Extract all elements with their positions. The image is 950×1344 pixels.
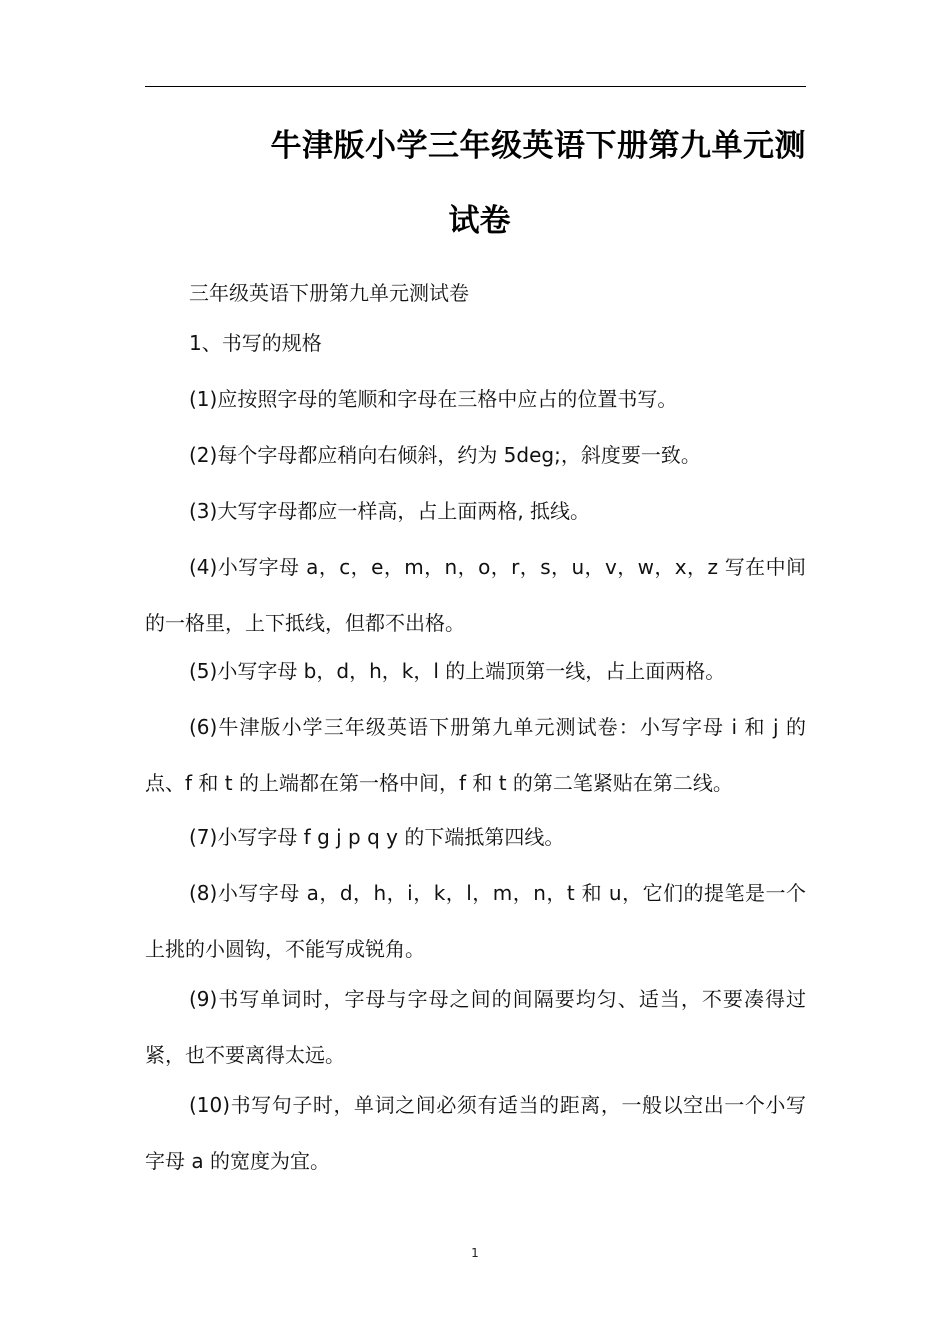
list-item	[145, 699, 806, 811]
header-rule	[145, 86, 806, 87]
item-text-9: (9)书写单词时，字母与字母之间的间隔要均匀、适当，不要凑得过紧，也不要离得太远。	[145, 987, 806, 1067]
page-number: 1	[471, 1246, 479, 1260]
item-text-5: (5)小写字母 b，d，h，k，l 的上端顶第一线，占上面两格。	[189, 659, 726, 683]
document-title-line-2: 试卷	[448, 203, 511, 239]
list-item	[145, 427, 806, 483]
subtitle-text: 三年级英语下册第九单元测试卷	[189, 281, 469, 305]
list-item	[145, 809, 806, 865]
list-item	[145, 971, 806, 1083]
list-item	[145, 483, 806, 539]
item-text-10: (10)书写句子时，单词之间必须有适当的距离，一般以空出一个小写字母 a 的宽度为宜。	[145, 1093, 806, 1173]
section-heading-paragraph	[145, 315, 806, 371]
item-text-7: (7)小写字母 f g j p q y 的下端抵第四线。	[189, 825, 565, 849]
item-text-2: (2)每个字母都应稍向右倾斜，约为 5deg;，斜度要一致。	[189, 443, 701, 467]
list-item	[145, 539, 806, 651]
item-text-3: (3)大写字母都应一样高，占上面两格, 抵线。	[189, 499, 591, 523]
item-text-6: (6)牛津版小学三年级英语下册第九单元测试卷：小写字母 i 和 j 的点、f 和 t 的上端都在第一格中间，f 和 t 的第二笔紧贴在第二线。	[145, 715, 806, 795]
document-title-line-1: 牛津版小学三年级英语下册第九单元测	[270, 128, 806, 164]
subtitle-paragraph	[145, 265, 806, 321]
list-item	[145, 1077, 806, 1189]
section-heading: 1、书写的规格	[189, 331, 322, 355]
item-text-4: (4)小写字母 a，c，e，m，n，o，r，s，u，v，w，x，z 写在中间的一格里，上下抵线，但都不出格。	[145, 555, 806, 635]
item-text-8: (8)小写字母 a，d，h，i，k，l，m，n，t 和 u，它们的提笔是一个上挑的小圆钩，不能写成锐角。	[145, 881, 806, 961]
list-item	[145, 371, 806, 427]
item-text-1: (1)应按照字母的笔顺和字母在三格中应占的位置书写。	[189, 387, 678, 411]
list-item	[145, 865, 806, 977]
list-item	[145, 643, 806, 699]
